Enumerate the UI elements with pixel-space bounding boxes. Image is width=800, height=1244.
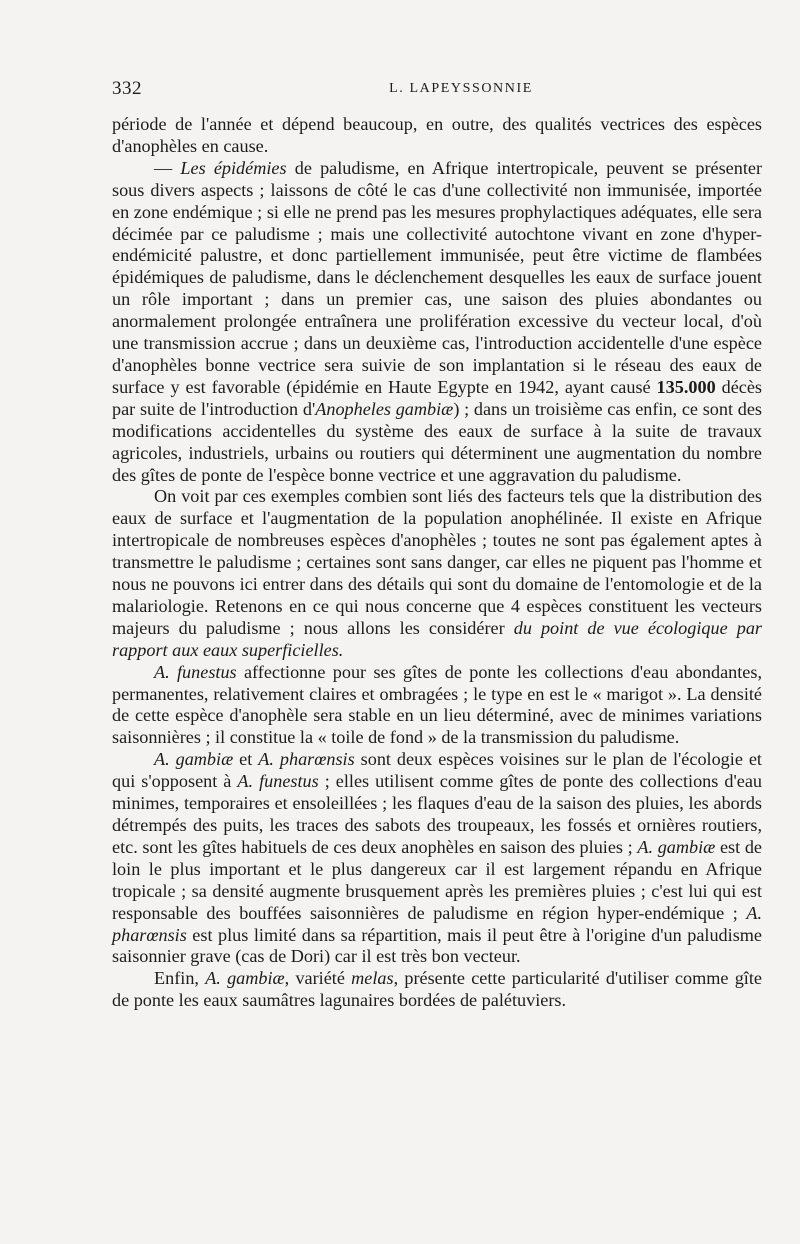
paragraph (112, 968, 762, 1012)
italic-run: Anopheles gambiæ (315, 398, 454, 419)
text-run: est plus limité dans sa répartition, mais il peut être à l'origine d'un paludisme saisonnier grave (cas de Dori) car il est très bon vecteur. (112, 924, 762, 967)
italic-run: melas (351, 968, 394, 989)
italic-run: A. funestus (154, 661, 237, 682)
text-run: Enfin, (154, 968, 206, 989)
text-run: affectionne pour ses gîtes de ponte les collections d'eau abondantes, permanentes, relativement claires et ombragées ; le type en est le « marigot ». La densité de cette espèce d'anophèle sera stable en un lieu déterminé, avec de minimes variations saisonnières ; il constitue la « toile de fond » de la transmission du paludisme. (112, 661, 762, 748)
text-run: — (154, 157, 181, 178)
paragraph (112, 662, 762, 750)
italic-run: A. gambiæ (637, 836, 716, 857)
paragraph (112, 158, 762, 487)
text-run: de paludisme, en Afrique intertropicale, peuvent se présenter sous divers aspects ; laissons de côté le cas d'une collectivité non immunisée, importée en zone endémique ; si elle ne prend pas les mesures prophylactiques adéquates, elle sera décimée par ce paludisme ; mais une collectivité autochtone vivant en zone d'hyper-endémicité palustre, et donc partiellement immunisée, peut être victime de flambées épidémiques de paludisme, dans le déclenchement desquelles les eaux de surface jouent un rôle important ; dans un premier cas, une saison des pluies abondantes ou anormalement prolongée entraînera une prolifération excessive du vecteur local, d'où une transmission accrue ; dans un deuxième cas, l'introduction accidentelle d'une espèce d'anophèles bonne vectrice sera suivie de son implantation si le réseau des eaux de surface y est favorable (épidémie en Haute Egypte en 1942, ayant causé (112, 157, 763, 397)
text-run: est de loin le plus important et le plus dangereux car il est largement répandu en Afrique tropicale ; sa densité augmente brusquement après les premières pluies ; c'est lui qui est responsable des bouffées saisonnières de paludisme en région hyper-endémique ; (112, 836, 762, 923)
italic-run: Les épidémies (180, 157, 287, 178)
italic-run: A. gambiæ (154, 749, 234, 770)
running-head: L. LAPEYSSONNIE (389, 81, 533, 96)
italic-run: du point de vue écologique par rapport aux eaux superficielles. (112, 617, 762, 660)
italic-run: A. funestus (237, 771, 319, 792)
text-run: ) ; dans un troisième cas enfin, ce sont des modifications accidentelles du système des eaux de surface à la suite de travaux agricoles, industriels, urbains ou routiers qui déterminent une augmentation du nombre des gîtes de ponte de l'espèce bonne vectrice et une aggravation du paludisme. (112, 398, 762, 485)
bold-run: 135.000 (656, 376, 716, 397)
paragraph (112, 749, 762, 968)
page-number: 332 (112, 78, 142, 99)
paragraph (112, 486, 762, 661)
italic-run: A. pharœnsis (112, 902, 762, 945)
text-run: période de l'année et dépend beaucoup, en outre, des qualités vectrices des espèces d'anophèles en cause. (112, 114, 762, 156)
text-run: On voit par ces exemples combien sont liés des facteurs tels que la distribution des eaux de surface et l'augmentation de la population anophélinée. Il existe en Afrique intertropicale de nombreuses espèces d'anophèles ; toutes ne sont pas également aptes à transmettre le paludisme ; certaines sont sans danger, car elles ne piquent pas l'homme et nous ne pouvons ici entrer dans des détails qui sont du domaine de l'entomologie et de la malariologie. Retenons en ce qui nous concerne que 4 espèces constituent les vecteurs majeurs du paludisme ; nous allons les considérer (112, 486, 762, 638)
text-run: sont deux espèces voisines sur le plan de l'écologie et qui s'opposent à (112, 749, 762, 792)
text-run: et (233, 749, 259, 770)
paragraph (112, 114, 762, 158)
text-run: , présente cette particularité d'utiliser comme gîte de ponte les eaux saumâtres lagunaires bordées de palétuviers. (112, 968, 762, 1011)
text-run: , variété (284, 968, 352, 989)
italic-run: A. gambiæ (205, 968, 285, 989)
text-run: décès par suite de l'introduction d' (112, 376, 762, 419)
italic-run: A. pharœnsis (258, 749, 355, 770)
text-run: ; elles utilisent comme gîtes de ponte des collections d'eau minimes, temporaires et ensoleillées ; les flaques d'eau de la saison des pluies, les abords détrempés des puits, les traces des sabots des troupeaux, les fossés et ornières routiers, etc. sont les gîtes habituels de ces deux anophèles en saison des pluies ; (112, 771, 762, 857)
body-text (112, 114, 762, 1012)
page-header (112, 78, 762, 102)
